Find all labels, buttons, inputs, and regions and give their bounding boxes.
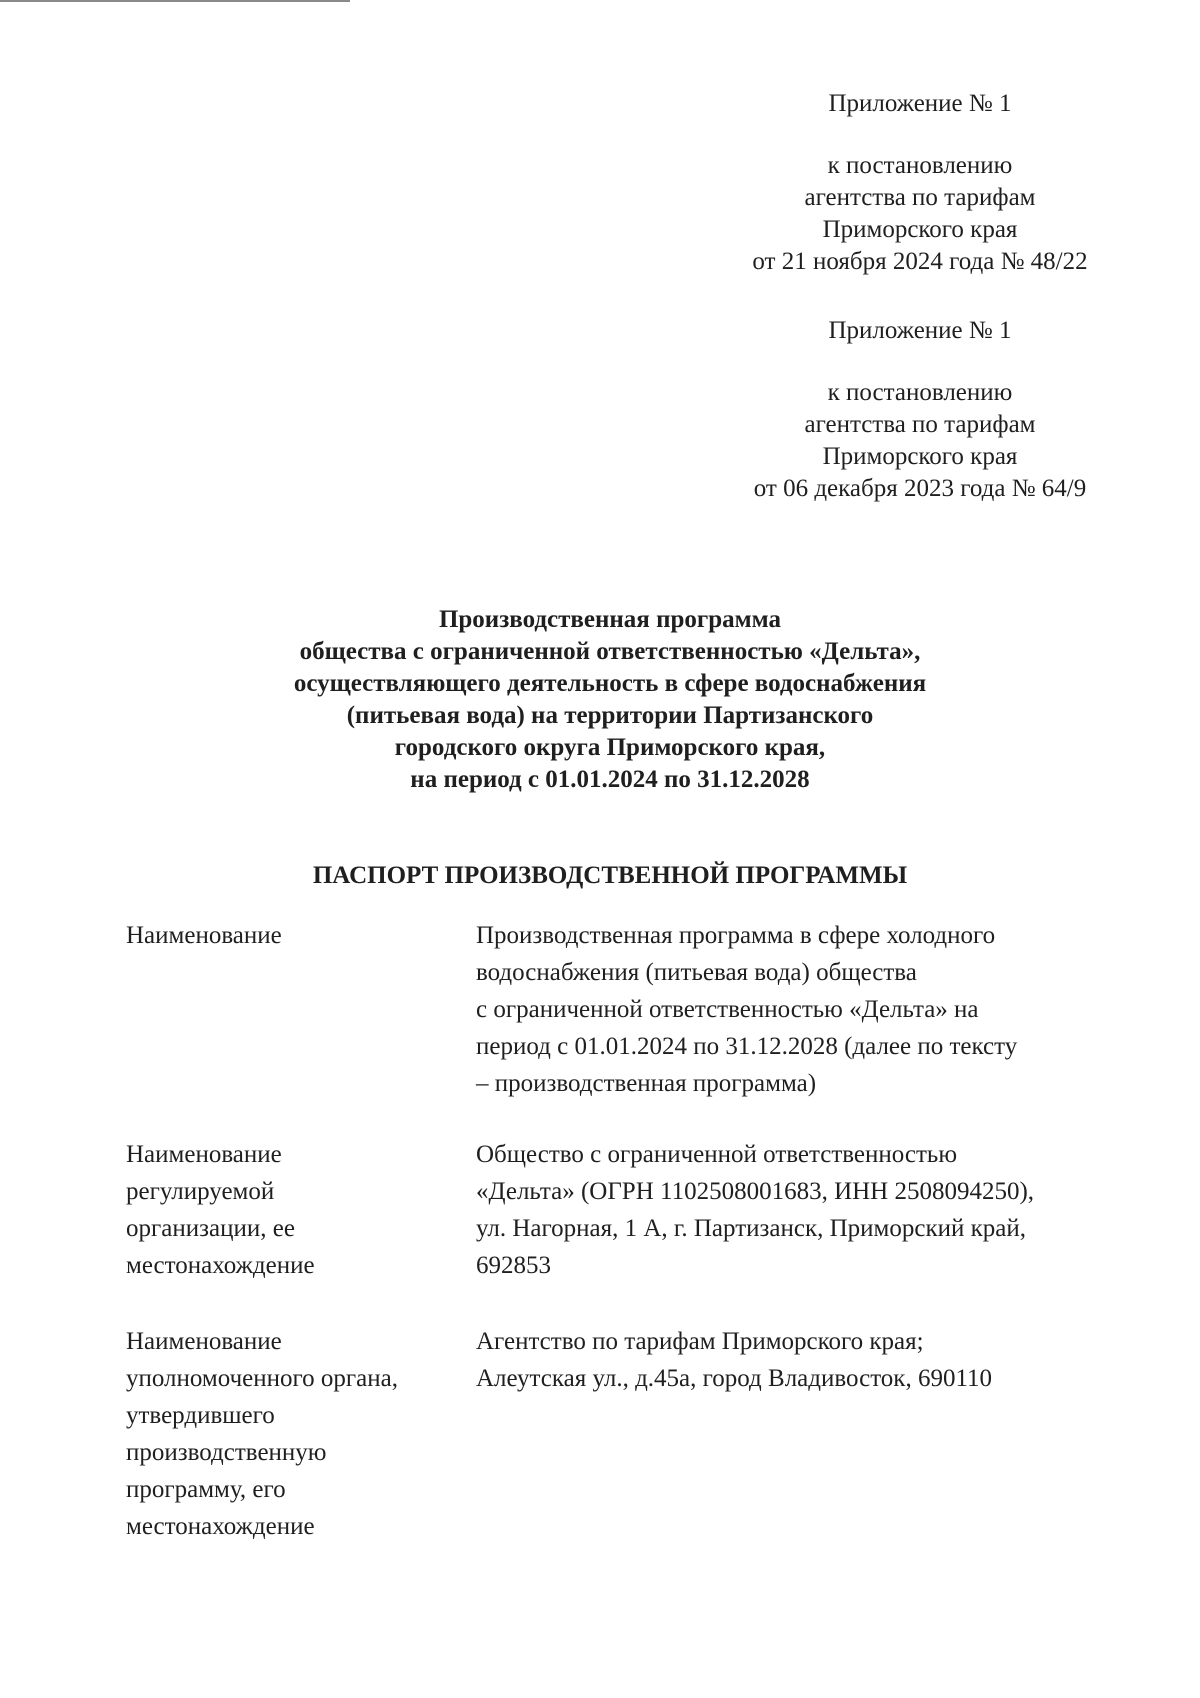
row-value-line: период с 01.01.2024 по 31.12.2028 (далее по тексту xyxy=(476,1033,1018,1060)
row-value-line: – производственная программа) xyxy=(476,1070,817,1097)
title-line: Производственная программа xyxy=(438,606,782,633)
row-label-line: регулируемой xyxy=(126,1178,275,1205)
row-label-line: Наименование xyxy=(126,1141,282,1168)
appendix-line: агентства по тарифам xyxy=(804,411,1036,438)
appendix-previous xyxy=(700,315,1140,505)
row-value-line: «Дельта» (ОГРН 1102508001683, ИНН 2508094250), xyxy=(476,1178,1035,1205)
row-label-line: местонахождение xyxy=(126,1513,315,1540)
row-label-line: уполномоченного органа, xyxy=(126,1365,398,1392)
title-line: общества с ограниченной ответственностью «Дельта», xyxy=(299,638,921,665)
appendix-title: Приложение № 1 xyxy=(828,317,1012,344)
passport-row-value-authority xyxy=(476,1323,1116,1397)
row-value-line: с ограниченной ответственностью «Дельта» на xyxy=(476,996,979,1023)
passport-row-label-name xyxy=(126,917,456,954)
appendix-line: Приморского края xyxy=(822,443,1018,470)
passport-row-value-name xyxy=(476,917,1116,1102)
row-value-line: водоснабжения (питьевая вода) общества xyxy=(476,959,917,986)
appendix-line: от 06 декабря 2023 года № 64/9 xyxy=(753,475,1087,502)
appendix-title: Приложение № 1 xyxy=(828,90,1012,117)
row-value-line: 692853 xyxy=(476,1252,551,1279)
row-label-line: организации, ее xyxy=(126,1215,295,1242)
row-label-line: программу, его xyxy=(126,1476,286,1503)
passport-row-value-organization xyxy=(476,1136,1116,1284)
title-line: осуществляющего деятельность в сфере водоснабжения xyxy=(293,670,927,697)
row-value-line: Общество с ограниченной ответственностью xyxy=(476,1141,957,1168)
appendix-line: от 21 ноября 2024 года № 48/22 xyxy=(752,248,1088,275)
passport-heading: ПАСПОРТ ПРОИЗВОДСТВЕННОЙ ПРОГРАММЫ xyxy=(312,862,908,889)
title-line: городского округа Приморского края, xyxy=(394,734,826,761)
appendix-line: к постановлению xyxy=(827,379,1013,406)
title-line: на период с 01.01.2024 по 31.12.2028 xyxy=(410,766,810,793)
appendix-current xyxy=(700,88,1140,278)
title-line: (питьевая вода) на территории Партизанского xyxy=(346,702,874,729)
appendix-line: агентства по тарифам xyxy=(804,184,1036,211)
row-value-line: Производственная программа в сфере холодного xyxy=(476,922,996,949)
row-label-line: Наименование xyxy=(126,922,282,949)
row-label-line: производственную xyxy=(126,1439,327,1466)
row-label-line: утвердившего xyxy=(126,1402,275,1429)
passport-row-label-organization xyxy=(126,1136,456,1284)
row-value-line: ул. Нагорная, 1 А, г. Партизанск, Приморский край, xyxy=(476,1215,1026,1242)
program-title xyxy=(180,604,1040,796)
row-label-line: Наименование xyxy=(126,1328,282,1355)
row-label-line: местонахождение xyxy=(126,1252,315,1279)
scan-edge-line xyxy=(0,0,350,2)
passport-row-label-authority xyxy=(126,1323,456,1545)
appendix-line: к постановлению xyxy=(827,152,1013,179)
appendix-line: Приморского края xyxy=(822,216,1018,243)
row-value-line: Алеутская ул., д.45а, город Владивосток, 690110 xyxy=(476,1365,993,1392)
row-value-line: Агентство по тарифам Приморского края; xyxy=(476,1328,924,1355)
